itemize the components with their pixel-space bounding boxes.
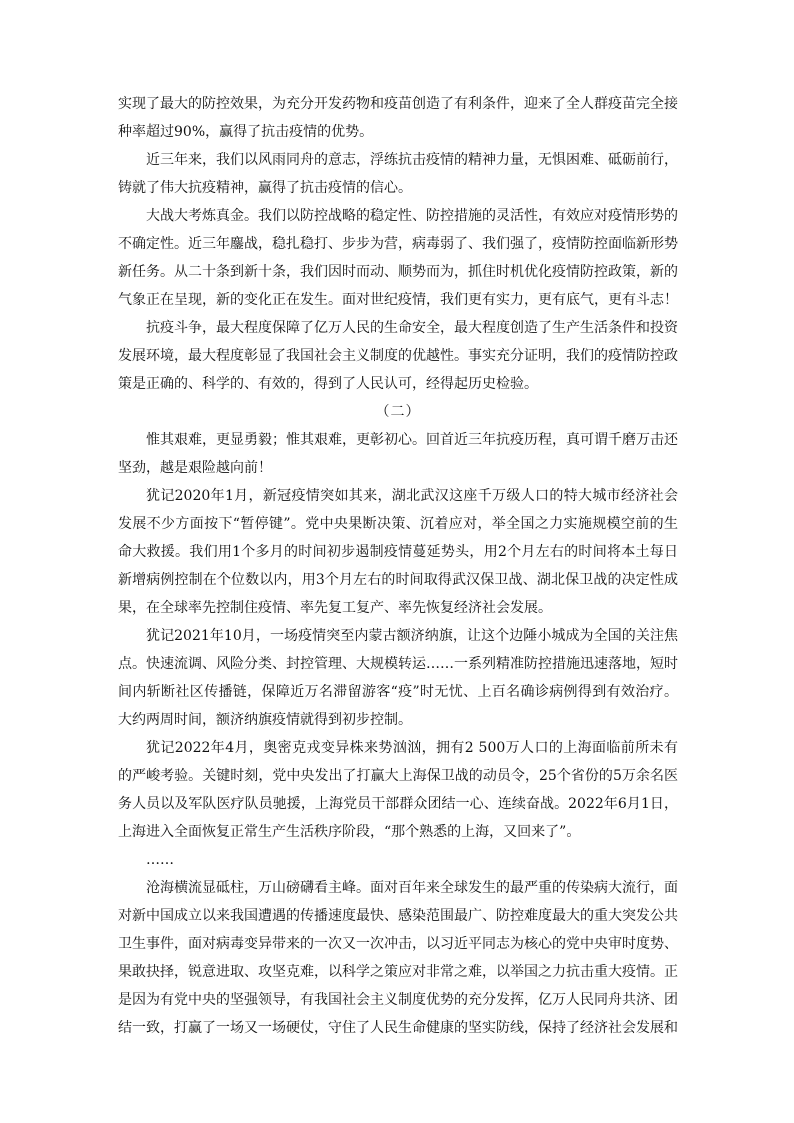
ellipsis-marker: …… — [146, 852, 174, 868]
paragraph-struggle-result: 抗疫斗争，最大程度保障了亿万人民的生命安全，最大程度创造了生产生活条件和投资发展环境，最大程度彰显了我国社会主义制度的优越性。事实充分证明，我们的疫情防控政策是正确的、科学的、有效的，得到了人民认可，经得起历史检验。 — [118, 320, 678, 392]
paragraph-continuation: 实现了最大的防控效果，为充分开发药物和疫苗创造了有利条件，迎来了全人群疫苗完全接种率超过90%，赢得了抗击疫情的优势。 — [118, 96, 678, 140]
paragraph-mainstay: 沧海横流显砥柱，万山磅礴看主峰。面对百年来全球发生的最严重的传染病大流行，面对新中国成立以来我国遭遇的传播速度最快、感染范围最广、防控难度最大的重大突发公共卫生事件，面对病毒变异带来的一次又一次冲击，以习近平同志为核心的党中央审时度势、果敢抉择，锐意进取、攻坚克难，以科学之策应对非常之难，以举国之力抗击重大疫情。正是因为有党中央的坚强领导，有我国社会主义制度优势的充分发挥，亿万人民同舟共济、团结一致，打赢了一场又一场硬仗，守住了人民生命健康的坚实防线，保持了经济社会发展和 — [118, 880, 678, 1036]
document-body — [118, 90, 678, 1042]
paragraph-hardship: 惟其艰难，更显勇毅；惟其艰难，更彰初心。回首近三年抗疫历程，真可谓千磨万击还坚劲，越是艰险越向前！ — [118, 432, 678, 476]
paragraph-three-years-will: 近三年来，我们以风雨同舟的意志，浮练抗击疫情的精神力量，无惧困难、砥砺前行，铸就了伟大抗疫精神，赢得了抗击疫情的信心。 — [118, 152, 678, 196]
paragraph-great-test: 大战大考炼真金。我们以防控战略的稳定性、防控措施的灵活性，有效应对疫情形势的不确定性。近三年鏖战，稳扎稳打、步步为营，病毒弱了、我们强了，疫情防控面临新形势新任务。从二十条到新十条，我们因时而动、顺势而为，抓住时机优化疫情防控政策，新的气象正在呈现，新的变化正在发生。面对世纪疫情，我们更有实力，更有底气，更有斗志！ — [118, 208, 678, 308]
paragraph-2022-shanghai: 犹记2022年4月，奥密克戎变异株来势汹汹，拥有2 500万人口的上海面临前所未有的严峻考验。关键时刻，党中央发出了打赢大上海保卫战的动员令，25个省份的5万余名医务人员以及军队医疗队员驰援，上海党员干部群众团结一心、连续奋战。2022年6月1日，上海进入全面恢复正常生产生活秩序阶段，“那个熟悉的上海，又回来了”。 — [118, 740, 678, 840]
paragraph-2020-wuhan: 犹记2020年1月，新冠疫情突如其来，湖北武汉这座千万级人口的特大城市经济社会发展不少方面按下“暂停键”。党中央果断决策、沉着应对，举全国之力实施规模空前的生命大救援。我们用1个多月的时间初步遏制疫情蔓延势头，用2个月左右的时间将本土每日新增病例控制在个位数以内，用3个月左右的时间取得武汉保卫战、湖北保卫战的决定性成果，在全球率先控制住疫情、率先复工复产、率先恢复经济社会发展。 — [118, 488, 678, 616]
paragraph-2021-ejina: 犹记2021年10月，一场疫情突至内蒙古额济纳旗，让这个边陲小城成为全国的关注焦点。快速流调、风险分类、封控管理、大规模转运……一系列精准防控措施迅速落地，短时间内斩断社区传播链，保障近万名滞留游客“疫”时无忧、上百名确诊病例得到有效治疗。大约两周时间，额济纳旗疫情就得到初步控制。 — [118, 628, 678, 728]
section-heading: （二） — [375, 404, 421, 420]
